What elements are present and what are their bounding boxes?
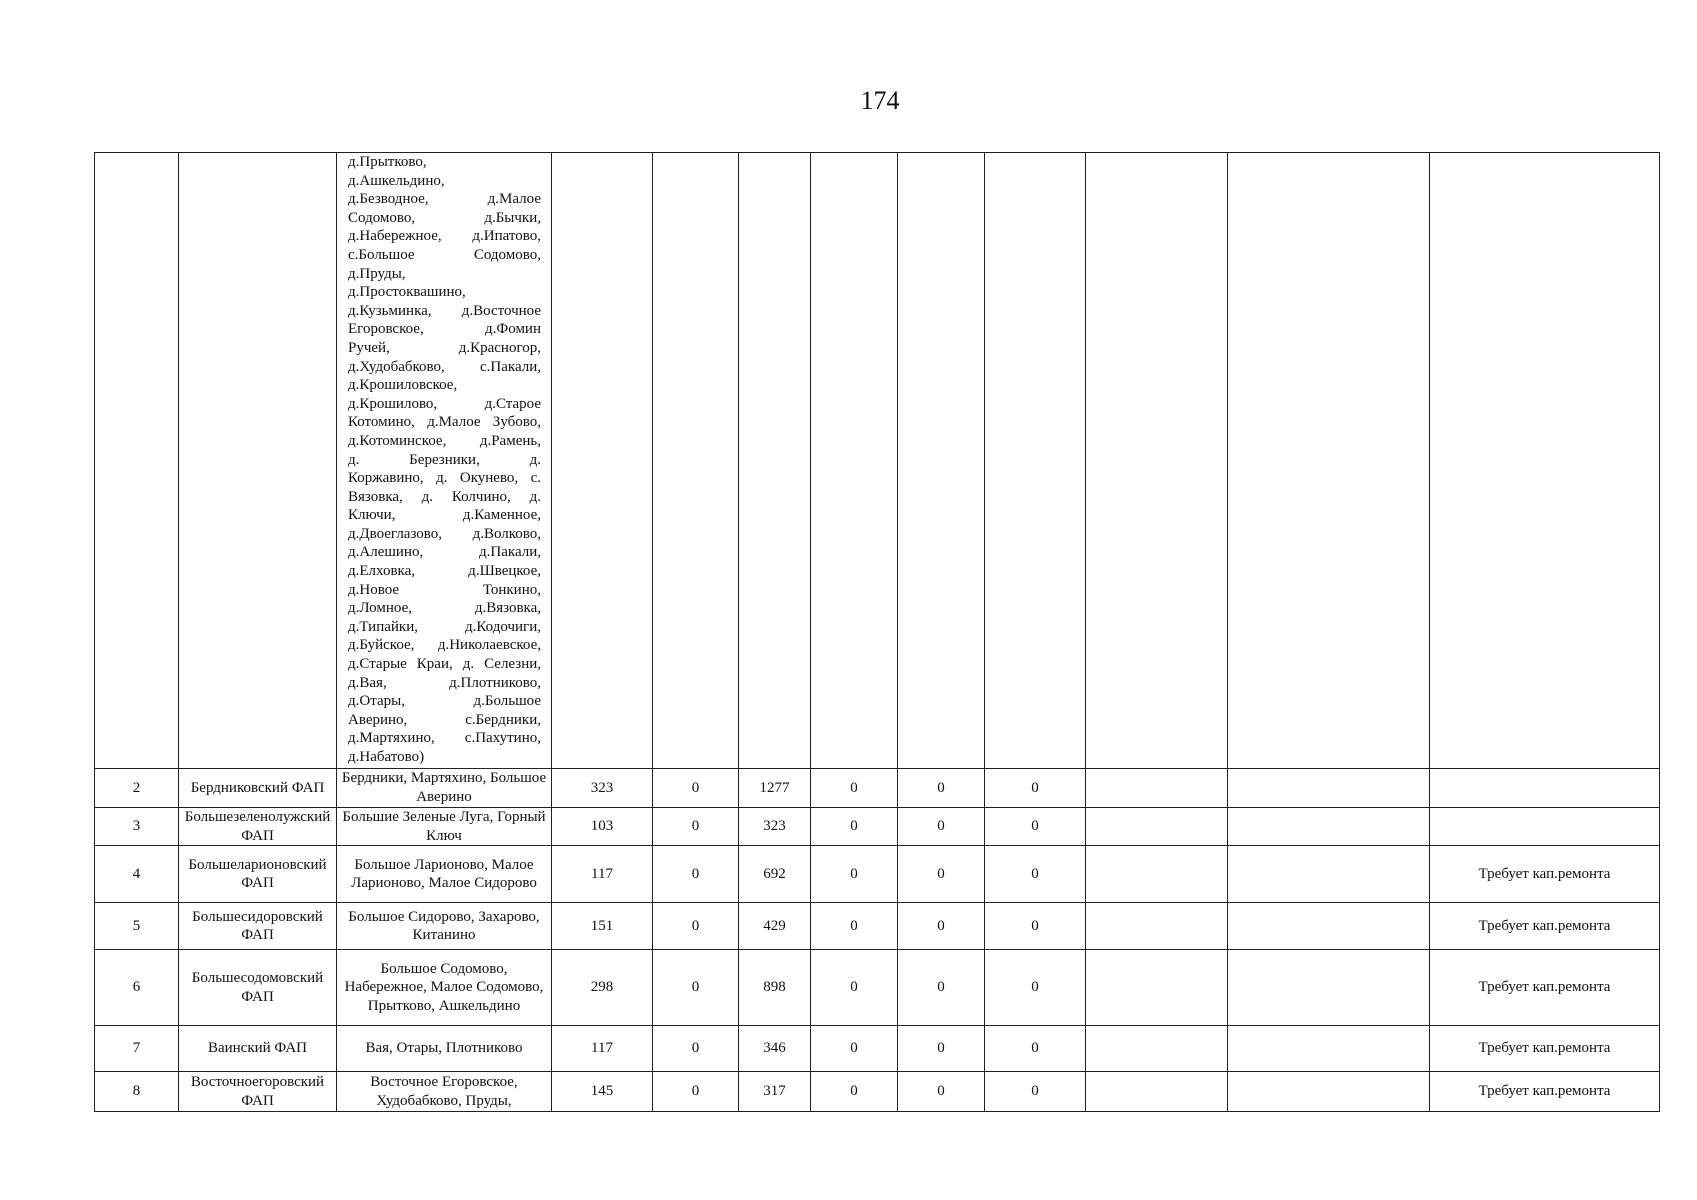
village-list-line: д.Крошиловское, [348,377,458,394]
cell-note: Требует кап.ремонта [1430,1072,1660,1112]
table-row [95,808,1660,846]
village-list-line: д.Алешино, д.Пакали, [348,544,541,561]
cell-col-2: 0 [653,769,739,808]
cell-col-7 [1086,950,1228,1026]
cell-villages: Восточное Егоровское, Худобабково, Пруды, [337,1072,552,1112]
cell-facility-name [179,153,337,769]
table-row [95,846,1660,903]
cell-col-3: 692 [739,846,811,903]
cell-col-6: 0 [985,950,1086,1026]
cell-col-3: 346 [739,1026,811,1072]
cell-col-6 [985,153,1086,769]
cell-col-8 [1228,153,1430,769]
cell-col-7 [1086,769,1228,808]
village-list-line: д.Безводное, д.Малое [348,191,541,208]
village-list-line: д.Ашкельдино, [348,172,445,189]
village-list-line: д.Отары, д.Большое [348,693,541,710]
cell-col-2: 0 [653,1072,739,1112]
cell-col-3: 898 [739,950,811,1026]
cell-number: 5 [95,903,179,950]
cell-villages: Бердники, Мартяхино, Большое Аверино [337,769,552,808]
cell-facility-name: Большесодомовский ФАП [179,950,337,1026]
village-list-line: д.Типайки, д.Кодочиги, [348,618,541,635]
village-list-line: Егоровское, д.Фомин [348,321,541,338]
village-list-line: д.Двоеглазово, д.Волково, [348,525,541,542]
cell-col-4: 0 [811,808,898,846]
cell-facility-name: Ваинский ФАП [179,1026,337,1072]
village-list-line: Коржавино, д. Окунево, с. [348,470,541,487]
cell-col-2: 0 [653,808,739,846]
village-list-line: Котомино, д.Малое Зубово, [348,414,541,431]
village-list-line: д.Буйское, д.Николаевское, [348,637,541,654]
cell-note [1430,808,1660,846]
cell-villages: Большое Содомово, Набережное, Малое Содомово, Прытково, Ашкельдино [337,950,552,1026]
cell-col-2: 0 [653,903,739,950]
cell-facility-name: Восточноегоровский ФАП [179,1072,337,1112]
cell-villages: Большие Зеленые Луга, Горный Ключ [337,808,552,846]
cell-note: Требует кап.ремонта [1430,1026,1660,1072]
cell-number: 8 [95,1072,179,1112]
village-list-line: с.Большое Содомово, [348,246,541,263]
cell-col-2: 0 [653,1026,739,1072]
cell-col-3: 323 [739,808,811,846]
village-list-line: д.Набережное, д.Ипатово, [348,228,541,245]
cell-col-4: 0 [811,1026,898,1072]
cell-col-5: 0 [898,808,985,846]
village-list-line: д.Вая, д.Плотниково, [348,674,541,691]
cell-col-1: 151 [552,903,653,950]
cell-villages-list [337,153,552,769]
cell-col-4 [811,153,898,769]
cell-col-6: 0 [985,903,1086,950]
cell-col-1: 117 [552,1026,653,1072]
table-row [95,769,1660,808]
cell-note: Требует кап.ремонта [1430,950,1660,1026]
cell-col-8 [1228,769,1430,808]
cell-col-7 [1086,153,1228,769]
village-list-line: Содомово, д.Бычки, [348,209,541,226]
village-list-line: д. Березники, д. [348,451,541,468]
cell-col-3: 429 [739,903,811,950]
cell-col-6: 0 [985,1072,1086,1112]
cell-note [1430,769,1660,808]
cell-col-8 [1228,1026,1430,1072]
cell-col-7 [1086,846,1228,903]
cell-col-7 [1086,808,1228,846]
cell-col-5 [898,153,985,769]
village-list-line: д.Котоминское, д.Рамень, [348,432,541,449]
table-row [95,1026,1660,1072]
cell-col-5: 0 [898,1026,985,1072]
village-list-line: Ручей, д.Красногор, [348,339,541,356]
cell-note [1430,153,1660,769]
cell-villages: Большое Сидорово, Захарово, Китанино [337,903,552,950]
table-body [95,153,1660,1112]
cell-facility-name: Большезеленолужский ФАП [179,808,337,846]
cell-note: Требует кап.ремонта [1430,903,1660,950]
cell-col-5: 0 [898,769,985,808]
cell-number: 7 [95,1026,179,1072]
cell-col-4: 0 [811,769,898,808]
cell-col-8 [1228,903,1430,950]
cell-col-4: 0 [811,950,898,1026]
village-list-line: д.Кузьминка, д.Восточное [348,302,541,319]
village-list-line: д.Прытково, [348,154,427,170]
cell-col-8 [1228,846,1430,903]
cell-number: 4 [95,846,179,903]
village-list-line: д.Простоквашино, [348,284,466,301]
cell-col-2 [653,153,739,769]
table-row-continuation [95,153,1660,769]
village-list-line: д.Мартяхино, с.Пахутино, [348,730,541,747]
cell-col-5: 0 [898,950,985,1026]
cell-col-5: 0 [898,1072,985,1112]
village-list-line: д.Старые Краи, д. Селезни, [348,656,541,673]
cell-number: 3 [95,808,179,846]
cell-col-7 [1086,1026,1228,1072]
cell-number: 2 [95,769,179,808]
cell-col-1: 103 [552,808,653,846]
cell-col-1: 323 [552,769,653,808]
cell-villages: Большое Ларионово, Малое Ларионово, Малое Сидорово [337,846,552,903]
table-row [95,1072,1660,1112]
village-list-line: д.Пруды, [348,265,406,282]
cell-col-7 [1086,1072,1228,1112]
cell-number: 6 [95,950,179,1026]
cell-col-8 [1228,1072,1430,1112]
village-list-line: д.Новое Тонкино, [348,581,541,598]
cell-number [95,153,179,769]
village-list-line: Вязовка, д. Колчино, д. [348,488,541,505]
cell-col-6: 0 [985,1026,1086,1072]
cell-col-4: 0 [811,846,898,903]
cell-facility-name: Большесидоровский ФАП [179,903,337,950]
cell-col-1 [552,153,653,769]
village-list-line: д.Худобабково, с.Пакали, [348,358,541,375]
cell-col-6: 0 [985,808,1086,846]
table-row [95,950,1660,1026]
cell-col-1: 145 [552,1072,653,1112]
cell-col-3 [739,153,811,769]
cell-villages: Вая, Отары, Плотниково [337,1026,552,1072]
cell-col-6: 0 [985,846,1086,903]
cell-col-5: 0 [898,846,985,903]
cell-col-8 [1228,808,1430,846]
cell-note: Требует кап.ремонта [1430,846,1660,903]
cell-col-1: 117 [552,846,653,903]
village-list-line: д.Елховка, д.Швецкое, [348,563,541,580]
cell-col-2: 0 [653,846,739,903]
village-list-line: д.Ломное, д.Вязовка, [348,600,541,617]
cell-col-5: 0 [898,903,985,950]
cell-col-1: 298 [552,950,653,1026]
cell-col-3: 317 [739,1072,811,1112]
cell-facility-name: Большеларионовский ФАП [179,846,337,903]
village-list-line: Ключи, д.Каменное, [348,507,541,524]
village-list-line: д.Набатово) [348,749,425,765]
cell-col-3: 1277 [739,769,811,808]
village-list-line: д.Крошилово, д.Старое [348,395,541,412]
village-list-line: Аверино, с.Бердники, [348,711,541,728]
cell-col-2: 0 [653,950,739,1026]
cell-col-4: 0 [811,903,898,950]
page-number: 174 [860,86,900,115]
cell-col-6: 0 [985,769,1086,808]
cell-facility-name: Бердниковский ФАП [179,769,337,808]
facilities-table [94,152,1660,1112]
cell-col-7 [1086,903,1228,950]
cell-col-8 [1228,950,1430,1026]
table-row [95,903,1660,950]
cell-col-4: 0 [811,1072,898,1112]
